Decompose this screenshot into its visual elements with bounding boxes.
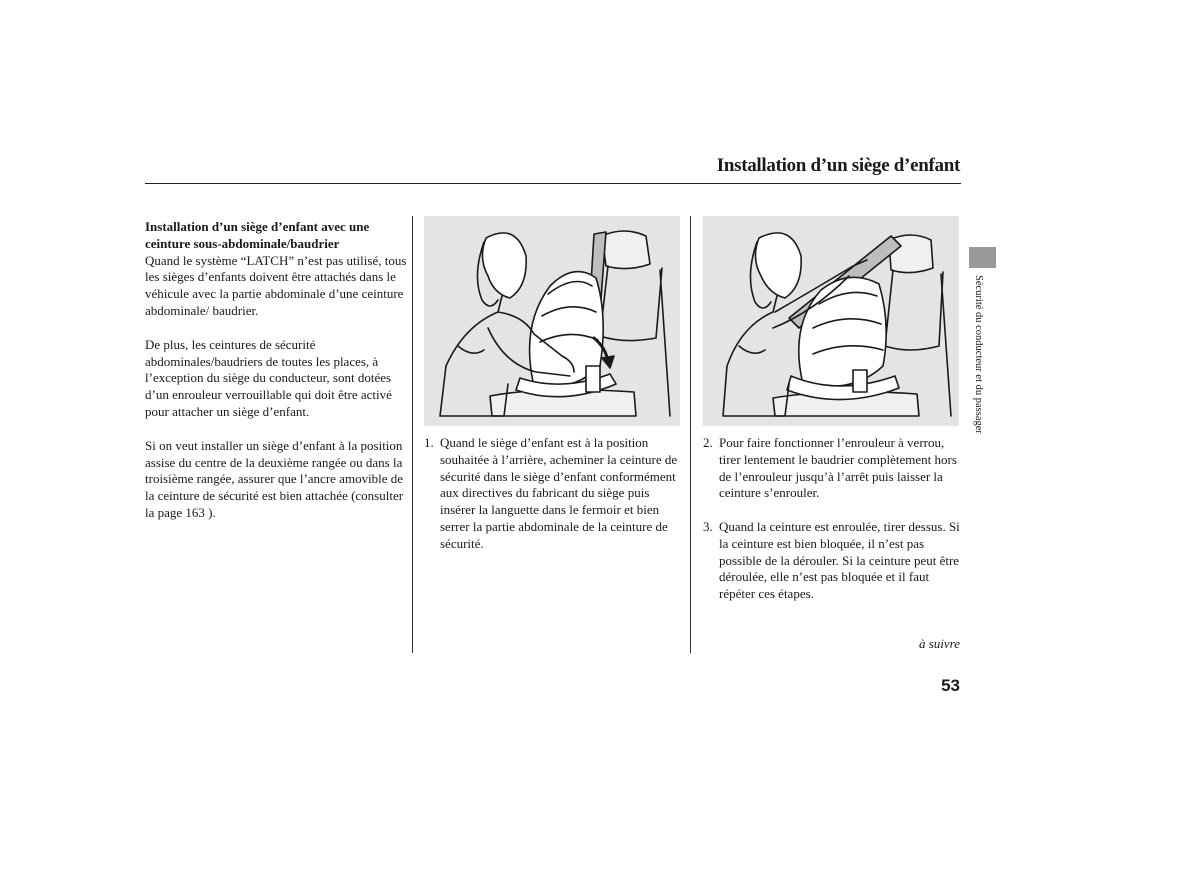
illustration-buckle-belt (424, 216, 680, 426)
title-divider (145, 183, 961, 184)
page-title: Installation d’un siège d’enfant (716, 155, 960, 176)
step-2 (703, 435, 963, 505)
woman-fastening-child-seat-image (424, 216, 680, 426)
continued-note: à suivre (918, 636, 960, 651)
step-text: Quand le siège d’enfant est à la position souhaitée à l’arrière, acheminer la ceinture de sécurité dans le siège d’enfant conformément aux directives du fabricant du siège puis insérer la languette dans le fermoir et bien serrer la partie abdominale de la ceinture de sécurité. (440, 435, 678, 551)
section-tab-label: Sécurité du conducteur et du passager (973, 275, 984, 434)
page-number: 53 (941, 676, 960, 695)
step-1 (424, 435, 682, 555)
step-number: 1. (424, 435, 434, 450)
paragraph-retractor: De plus, les ceintures de sécurité abdominales/baudriers de toutes les places, à l’exception du siège du conducteur, sont dotées d’un enrouleur verrouillable qui doit être activé pour attacher un siège d’enfant. (145, 336, 392, 419)
step-number: 2. (703, 435, 713, 450)
paragraph-center-seat: Si on veut installer un siège d’enfant à la position assise du centre de la deuxième rangée ou dans la troisième rangée, assurer que l’ancre amovible de la ceinture de sécurité est bien attachée (consulter la page 163 ). (145, 437, 404, 520)
illustration-shoulder-belt (703, 216, 959, 426)
column-divider-2 (690, 216, 691, 653)
paragraph-latch: Quand le système “LATCH” n’est pas utilisé, tous les sièges d’enfants doivent être attachés dans le véhicule avec la partie abdominale d’une ceinture abdominale/ baudrier. (145, 252, 407, 318)
step-3 (703, 519, 963, 609)
step-text: Quand la ceinture est enroulée, tirer dessus. Si la ceinture est bien bloquée, il n’est pas possible de la dérouler. Si la ceinture peut être déroulée, elle n’est pas bloquée et il faut répéter ces étapes. (719, 519, 960, 602)
section-tab-marker (969, 247, 996, 268)
woman-pulling-shoulder-belt-image (703, 216, 959, 426)
section-subheading: Installation d’un siège d’enfant avec une ceinture sous-abdominale/baudrier (145, 219, 370, 251)
left-column (145, 219, 407, 539)
column-divider-1 (412, 216, 413, 653)
step-text: Pour faire fonctionner l’enrouleur à verrou, tirer lentement le baudrier complètement hors de l’enrouleur jusqu’à l’arrêt puis laisser la ceinture s’enrouler. (719, 435, 957, 501)
step-number: 3. (703, 519, 713, 534)
